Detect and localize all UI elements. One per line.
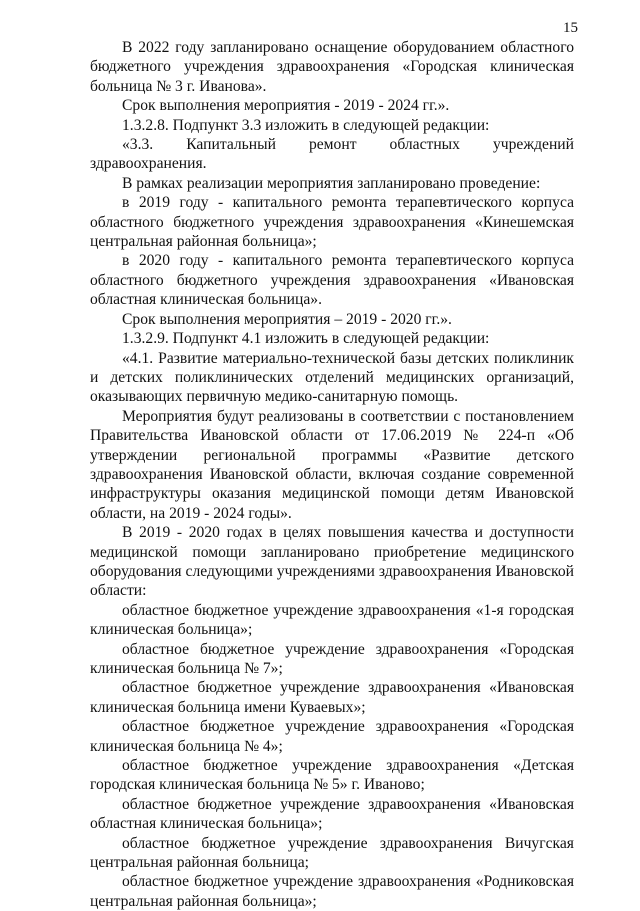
paragraph-19: областное бюджетное учреждение здравоохранения Вичугская центральная районная больница; [90,834,574,872]
paragraph-5: В рамках реализации мероприятия запланировано проведение: [122,174,541,192]
page-number: 15 [563,20,578,36]
paragraph-2: Срок выполнения мероприятия - 2019 - 2024 гг.». [122,97,450,115]
paragraph-15: областное бюджетное учреждение здравоохранения «Ивановская клиническая больница имени Куваевых»; [90,679,574,716]
paragraph-9: 1.3.2.9. Подпункт 4.1 изложить в следующей редакции: [122,330,490,348]
paragraph-10: «4.1. Развитие материально-технической базы детских поликлиник и детских поликлинических отделений медицинских организаций, оказывающих первичную медико-санитарную помощь. [90,349,574,406]
paragraph-17: областное бюджетное учреждение здравоохранения «Детская городская клиническая больница № 5» г. Иваново; [90,757,574,794]
paragraph-6: в 2019 году - капитального ремонта терапевтического корпуса областного бюджетного учреждения здравоохранения «Кинешемская центральная районная больница»; [90,194,574,251]
paragraph-4: «3.3. Капитальный ремонт областных учреждений здравоохранения. [90,136,574,173]
paragraph-7: в 2020 году - капитального ремонта терапевтического корпуса областного бюджетного учреждения здравоохранения «Ивановская областная клиническая больница». [90,252,574,309]
paragraph-3: 1.3.2.8. Подпункт 3.3 изложить в следующей редакции: [122,116,490,134]
paragraph-16: областное бюджетное учреждение здравоохранения «Городская клиническая больница № 4»; [90,718,574,755]
paragraph-12: В 2019 - 2020 годах в целях повышения качества и доступности медицинской помощи запланировано приобретение медицинского оборудования следующими учреждениями здравоохранения Ивановской области: [90,524,574,600]
paragraph-14: областное бюджетное учреждение здравоохранения «Городская клиническая больница № 7»; [90,640,574,677]
paragraph-18: областное бюджетное учреждение здравоохранения «Ивановская областная клиническая больница»; [90,795,574,833]
paragraph-1: В 2022 году запланировано оснащение оборудованием областного бюджетного учреждения здравоохранения «Городская клиническая больница № 3 г. Иванова». [90,39,574,95]
paragraph-13: областное бюджетное учреждение здравоохранения «1-я городская клиническая больница»; [90,601,574,639]
paragraph-8: Срок выполнения мероприятия – 2019 - 2020 гг.». [122,310,452,328]
paragraph-11: Мероприятия будут реализованы в соответствии с постановлением Правительства Ивановской области от 17.06.2019 № 224-п «Об утверждении региональной программы «Развитие детского здравоохранения Ивановской области, включая создание современной инфраструктуры оказания медицинской помощи детям Ивановской области, на 2019 - 2024 годы». [90,407,574,522]
document-body [90,38,574,911]
paragraph-20: областное бюджетное учреждение здравоохранения «Родниковская центральная районная больница»; [90,873,574,910]
